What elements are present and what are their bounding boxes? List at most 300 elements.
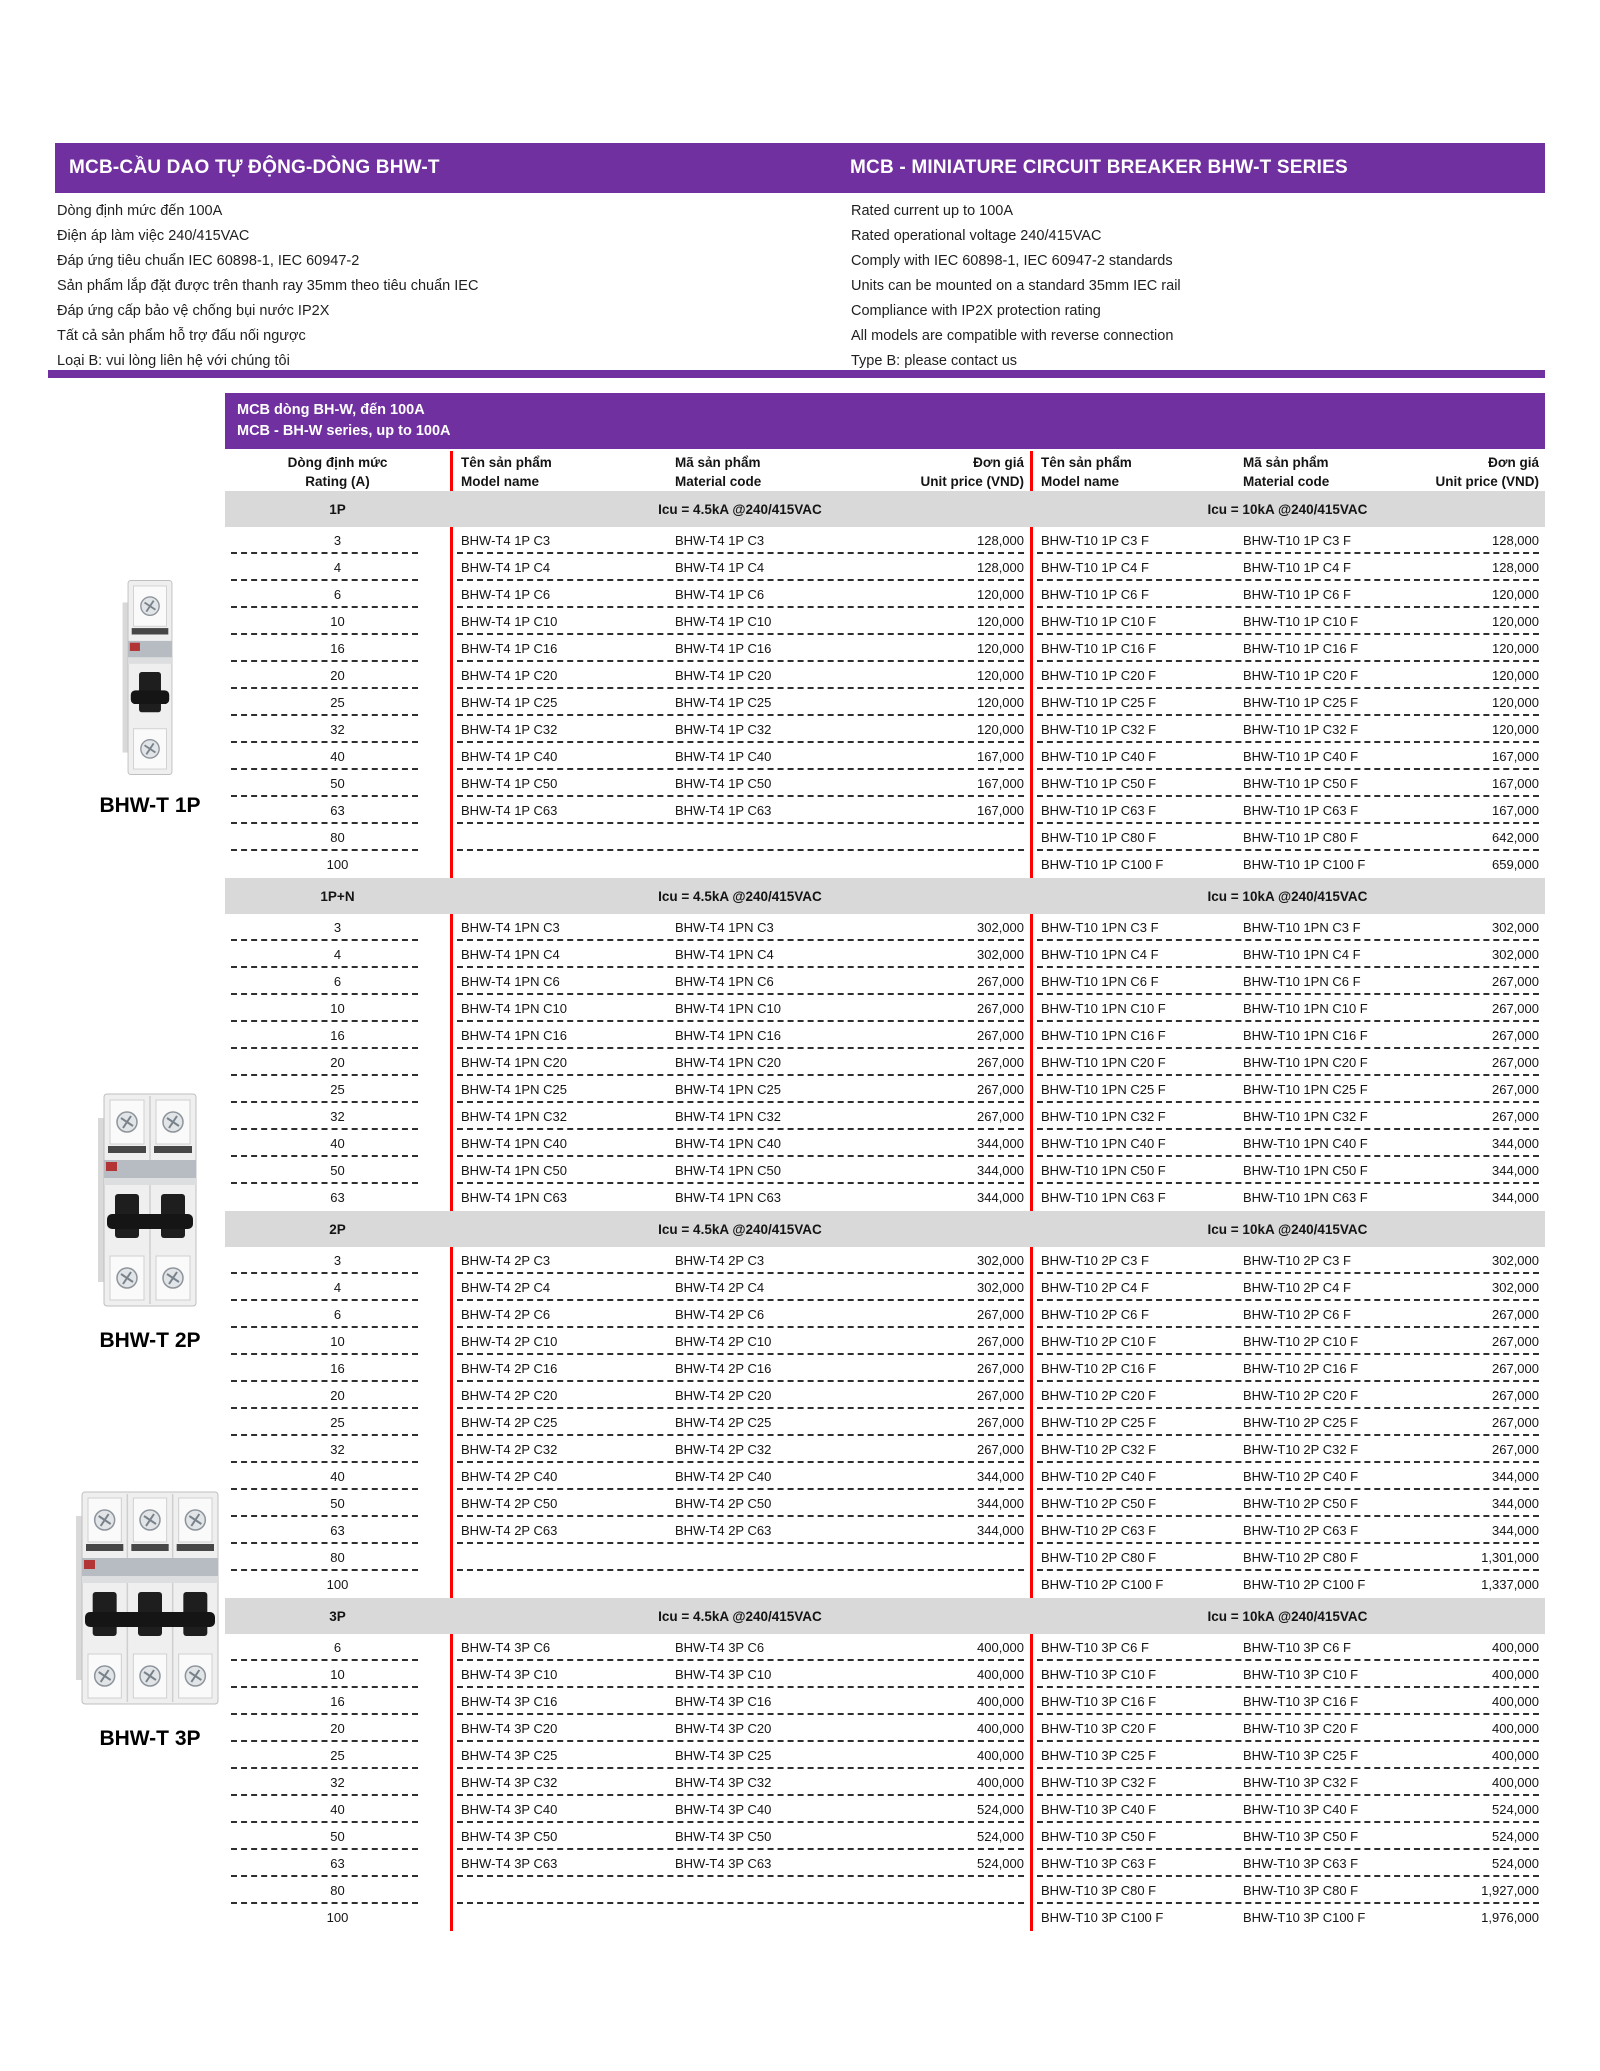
t10-price-cell: 524,000 (1492, 1802, 1539, 1817)
rating-cell: 80 (225, 824, 450, 851)
t10-half (1030, 1877, 1545, 1904)
t10-code-cell: BHW-T10 2P C4 F (1243, 1280, 1351, 1295)
t10-model-cell: BHW-T10 1P C6 F (1041, 587, 1149, 602)
label: Unit price (VND) (920, 474, 1024, 489)
rating-cell: 50 (225, 770, 450, 797)
section-header-band (225, 1598, 1545, 1634)
t10-model-cell: BHW-T10 3P C16 F (1041, 1694, 1157, 1709)
rating-cell: 10 (225, 1328, 450, 1355)
t4-code-cell: BHW-T4 1PN C50 (675, 1163, 781, 1178)
t10-code-cell: BHW-T10 1P C80 F (1243, 830, 1359, 845)
t10-price-cell: 344,000 (1492, 1469, 1539, 1484)
t10-half (1030, 608, 1545, 635)
t4-half (450, 797, 1030, 824)
t4-half (450, 1904, 1030, 1931)
t4-half (450, 1247, 1030, 1274)
t4-code-cell: BHW-T4 1PN C63 (675, 1190, 781, 1205)
table-title-banner (225, 393, 1545, 449)
t10-code-cell: BHW-T10 1PN C32 F (1243, 1109, 1368, 1124)
rating-cell: 40 (225, 1130, 450, 1157)
rating-cell: 6 (225, 581, 450, 608)
table-row (225, 1355, 1545, 1382)
t10-price-cell: 167,000 (1492, 803, 1539, 818)
section-icu-t4: Icu = 4.5kA @240/415VAC (658, 501, 822, 517)
t4-price-cell: 267,000 (977, 1334, 1024, 1349)
t10-price-cell: 344,000 (1492, 1136, 1539, 1151)
t10-model-cell: BHW-T10 2P C50 F (1041, 1496, 1157, 1511)
t10-price-cell: 400,000 (1492, 1667, 1539, 1682)
t10-price-cell: 344,000 (1492, 1523, 1539, 1538)
rating-cell: 4 (225, 1274, 450, 1301)
t10-model-cell: BHW-T10 3P C6 F (1041, 1640, 1149, 1655)
column-header-t4-group (450, 451, 1030, 491)
t4-price-cell: 267,000 (977, 1388, 1024, 1403)
label: Material code (1243, 474, 1330, 489)
t10-price-cell: 1,301,000 (1481, 1550, 1539, 1565)
t10-price-cell: 344,000 (1492, 1163, 1539, 1178)
t4-half (450, 608, 1030, 635)
t10-half (1030, 1463, 1545, 1490)
rating-cell: 4 (225, 554, 450, 581)
t10-model-cell: BHW-T10 1P C100 F (1041, 857, 1164, 872)
t10-model-cell: BHW-T10 2P C10 F (1041, 1334, 1157, 1349)
t10-code-cell: BHW-T10 2P C80 F (1243, 1550, 1359, 1565)
t10-half (1030, 1571, 1545, 1598)
t4-model-cell: BHW-T4 1P C25 (461, 695, 558, 710)
t10-price-cell: 267,000 (1492, 1442, 1539, 1457)
label: Đơn giá (973, 455, 1024, 470)
t4-half (450, 914, 1030, 941)
t10-half (1030, 968, 1545, 995)
t10-price-cell: 267,000 (1492, 1334, 1539, 1349)
table-row (225, 1184, 1545, 1211)
t10-half (1030, 1544, 1545, 1571)
t10-half (1030, 1715, 1545, 1742)
t10-model-cell: BHW-T10 3P C80 F (1041, 1883, 1157, 1898)
t4-model-cell: BHW-T4 1P C20 (461, 668, 558, 683)
table-row (225, 1328, 1545, 1355)
section-rows (225, 1247, 1545, 1598)
t4-half (450, 1022, 1030, 1049)
t4-half (450, 1301, 1030, 1328)
rating-cell: 6 (225, 968, 450, 995)
t4-model-cell: BHW-T4 1PN C20 (461, 1055, 567, 1070)
t4-half (450, 1049, 1030, 1076)
t10-code-cell: BHW-T10 3P C50 F (1243, 1829, 1359, 1844)
t4-half (450, 716, 1030, 743)
t10-code-cell: BHW-T10 2P C50 F (1243, 1496, 1359, 1511)
t10-price-cell: 400,000 (1492, 1721, 1539, 1736)
t10-code-cell: BHW-T10 2P C25 F (1243, 1415, 1359, 1430)
t4-half (450, 1517, 1030, 1544)
t4-half (450, 1157, 1030, 1184)
t4-model-cell: BHW-T4 3P C6 (461, 1640, 551, 1655)
t4-model-cell: BHW-T4 2P C32 (461, 1442, 558, 1457)
t4-model-cell: BHW-T4 3P C16 (461, 1694, 558, 1709)
t4-half (450, 1544, 1030, 1571)
t4-code-cell: BHW-T4 3P C32 (675, 1775, 772, 1790)
section-rows (225, 527, 1545, 878)
column-header-price (890, 453, 1030, 491)
t10-model-cell: BHW-T10 3P C25 F (1041, 1748, 1157, 1763)
t10-half (1030, 635, 1545, 662)
t10-model-cell: BHW-T10 1P C16 F (1041, 641, 1157, 656)
section-pole-label: 1P (329, 501, 346, 517)
feature-item: Rated current up to 100A (851, 203, 1014, 219)
table-title-english: MCB - BH-W series, up to 100A (237, 423, 451, 439)
t10-half (1030, 1661, 1545, 1688)
t4-code-cell: BHW-T4 3P C25 (675, 1748, 772, 1763)
t10-price-cell: 302,000 (1492, 1280, 1539, 1295)
price-table (225, 393, 1545, 1931)
feature-item: Tất cả sản phẩm hỗ trợ đấu nối ngược (57, 328, 306, 344)
t4-model-cell: BHW-T4 3P C40 (461, 1802, 558, 1817)
t4-model-cell: BHW-T4 2P C10 (461, 1334, 558, 1349)
t4-code-cell: BHW-T4 1PN C4 (675, 947, 774, 962)
t10-code-cell: BHW-T10 1PN C4 F (1243, 947, 1361, 962)
column-header-model (1033, 453, 1243, 491)
table-row (225, 914, 1545, 941)
t4-price-cell: 267,000 (977, 1415, 1024, 1430)
rating-cell: 20 (225, 662, 450, 689)
table-row (225, 554, 1545, 581)
t4-model-cell: BHW-T4 1P C63 (461, 803, 558, 818)
t10-price-cell: 267,000 (1492, 1415, 1539, 1430)
t10-code-cell: BHW-T10 1PN C63 F (1243, 1190, 1368, 1205)
t10-price-cell: 267,000 (1492, 1082, 1539, 1097)
t10-model-cell: BHW-T10 1PN C4 F (1041, 947, 1159, 962)
product-figure-3p (70, 1483, 230, 1751)
t10-half (1030, 995, 1545, 1022)
t10-half (1030, 1823, 1545, 1850)
t4-half (450, 1355, 1030, 1382)
t4-price-cell: 524,000 (977, 1829, 1024, 1844)
table-sections (225, 491, 1545, 1931)
t10-half (1030, 1274, 1545, 1301)
t4-code-cell: BHW-T4 2P C10 (675, 1334, 772, 1349)
table-row (225, 1544, 1545, 1571)
t4-model-cell: BHW-T4 2P C50 (461, 1496, 558, 1511)
rating-cell: 16 (225, 1022, 450, 1049)
section-header-band (225, 1211, 1545, 1247)
t4-half (450, 581, 1030, 608)
t10-price-cell: 167,000 (1492, 749, 1539, 764)
t4-price-cell: 167,000 (977, 803, 1024, 818)
t10-model-cell: BHW-T10 1P C80 F (1041, 830, 1157, 845)
t10-code-cell: BHW-T10 1P C6 F (1243, 587, 1351, 602)
t4-code-cell: BHW-T4 2P C50 (675, 1496, 772, 1511)
section-icu-t4: Icu = 4.5kA @240/415VAC (658, 1608, 822, 1624)
table-row (225, 941, 1545, 968)
t10-code-cell: BHW-T10 1P C63 F (1243, 803, 1359, 818)
t10-half (1030, 1409, 1545, 1436)
t10-price-cell: 302,000 (1492, 920, 1539, 935)
t4-model-cell: BHW-T4 3P C10 (461, 1667, 558, 1682)
feature-item: Sản phẩm lắp đặt được trên thanh ray 35mm theo tiêu chuẩn IEC (57, 278, 479, 294)
feature-item: Rated operational voltage 240/415VAC (851, 228, 1102, 244)
t4-price-cell: 267,000 (977, 1442, 1024, 1457)
t4-code-cell: BHW-T4 2P C40 (675, 1469, 772, 1484)
t10-price-cell: 120,000 (1492, 668, 1539, 683)
t10-model-cell: BHW-T10 1P C10 F (1041, 614, 1157, 629)
t4-half (450, 1463, 1030, 1490)
t4-code-cell: BHW-T4 2P C63 (675, 1523, 772, 1538)
t4-model-cell: BHW-T4 3P C20 (461, 1721, 558, 1736)
section-icu-t10: Icu = 10kA @240/415VAC (1207, 501, 1368, 517)
t4-half (450, 1328, 1030, 1355)
rating-cell: 40 (225, 1463, 450, 1490)
t4-code-cell: BHW-T4 3P C63 (675, 1856, 772, 1871)
t4-price-cell: 128,000 (977, 560, 1024, 575)
t4-code-cell: BHW-T4 1P C32 (675, 722, 772, 737)
t10-price-cell: 267,000 (1492, 974, 1539, 989)
t10-half (1030, 1850, 1545, 1877)
label: Đơn giá (1488, 455, 1539, 470)
t10-price-cell: 400,000 (1492, 1775, 1539, 1790)
t10-code-cell: BHW-T10 3P C6 F (1243, 1640, 1351, 1655)
t10-half (1030, 1742, 1545, 1769)
rating-cell: 100 (326, 1910, 349, 1925)
t10-model-cell: BHW-T10 1PN C3 F (1041, 920, 1159, 935)
table-row (225, 1850, 1545, 1877)
t10-half (1030, 1634, 1545, 1661)
table-row (225, 1049, 1545, 1076)
t4-model-cell: BHW-T4 2P C40 (461, 1469, 558, 1484)
t4-model-cell: BHW-T4 3P C63 (461, 1856, 558, 1871)
t10-price-cell: 267,000 (1492, 1388, 1539, 1403)
t10-half (1030, 527, 1545, 554)
t10-half (1030, 1247, 1545, 1274)
t4-half (450, 1571, 1030, 1598)
t4-price-cell: 267,000 (977, 974, 1024, 989)
t10-half (1030, 1130, 1545, 1157)
t10-price-cell: 524,000 (1492, 1829, 1539, 1844)
t4-model-cell: BHW-T4 2P C25 (461, 1415, 558, 1430)
t4-price-cell: 267,000 (977, 1055, 1024, 1070)
rating-cell: 100 (326, 1577, 349, 1592)
t10-half (1030, 1904, 1545, 1931)
t4-half (450, 1796, 1030, 1823)
t4-price-cell: 267,000 (977, 1028, 1024, 1043)
t10-half (1030, 1517, 1545, 1544)
t4-half (450, 1436, 1030, 1463)
feature-item: Đáp ứng cấp bảo vệ chống bụi nước IP2X (57, 303, 330, 319)
feature-item: Units can be mounted on a standard 35mm IEC rail (851, 278, 1181, 294)
t4-price-cell: 302,000 (977, 1253, 1024, 1268)
rating-cell: 20 (225, 1049, 450, 1076)
section-icu-t4: Icu = 4.5kA @240/415VAC (658, 888, 822, 904)
t4-model-cell: BHW-T4 1P C6 (461, 587, 551, 602)
table-row (225, 1301, 1545, 1328)
rating-cell: 63 (225, 1850, 450, 1877)
t4-price-cell: 524,000 (977, 1802, 1024, 1817)
page-title-english: MCB - MINIATURE CIRCUIT BREAKER BHW-T SERIES (850, 157, 1348, 178)
t10-half (1030, 716, 1545, 743)
t4-price-cell: 167,000 (977, 776, 1024, 791)
column-header-price (1433, 453, 1545, 491)
t4-model-cell: BHW-T4 1P C10 (461, 614, 558, 629)
t4-model-cell: BHW-T4 2P C20 (461, 1388, 558, 1403)
rating-cell: 16 (225, 635, 450, 662)
t4-model-cell: BHW-T4 1P C50 (461, 776, 558, 791)
table-row (225, 635, 1545, 662)
table-row (225, 1796, 1545, 1823)
t10-half (1030, 824, 1545, 851)
t10-model-cell: BHW-T10 1P C50 F (1041, 776, 1157, 791)
rating-cell: 25 (225, 1742, 450, 1769)
t4-model-cell: BHW-T4 1P C40 (461, 749, 558, 764)
t4-half (450, 554, 1030, 581)
table-row (225, 1022, 1545, 1049)
table-column-header (225, 449, 1545, 491)
t10-price-cell: 267,000 (1492, 1109, 1539, 1124)
t10-code-cell: BHW-T10 1PN C20 F (1243, 1055, 1368, 1070)
t10-code-cell: BHW-T10 2P C3 F (1243, 1253, 1351, 1268)
table-row (225, 1409, 1545, 1436)
t10-model-cell: BHW-T10 1P C32 F (1041, 722, 1157, 737)
t4-half (450, 689, 1030, 716)
t10-price-cell: 267,000 (1492, 1028, 1539, 1043)
t10-price-cell: 524,000 (1492, 1856, 1539, 1871)
t4-code-cell: BHW-T4 3P C10 (675, 1667, 772, 1682)
section-rows (225, 1634, 1545, 1931)
t10-half (1030, 851, 1545, 878)
rating-cell: 32 (225, 1103, 450, 1130)
t10-model-cell: BHW-T10 1PN C32 F (1041, 1109, 1166, 1124)
column-header-code (1243, 453, 1433, 491)
t4-model-cell: BHW-T4 1P C16 (461, 641, 558, 656)
label: Unit price (VND) (1435, 474, 1539, 489)
t4-code-cell: BHW-T4 3P C50 (675, 1829, 772, 1844)
t10-code-cell: BHW-T10 1P C10 F (1243, 614, 1359, 629)
table-row (225, 1904, 1545, 1931)
t4-code-cell: BHW-T4 1PN C10 (675, 1001, 781, 1016)
t4-code-cell: BHW-T4 1P C4 (675, 560, 765, 575)
t10-model-cell: BHW-T10 3P C50 F (1041, 1829, 1157, 1844)
t10-model-cell: BHW-T10 1P C40 F (1041, 749, 1157, 764)
t4-half (450, 1742, 1030, 1769)
t10-model-cell: BHW-T10 1P C4 F (1041, 560, 1149, 575)
label: Tên sản phẩm (461, 455, 552, 470)
label: Model name (461, 474, 540, 489)
t4-model-cell: BHW-T4 2P C63 (461, 1523, 558, 1538)
t10-price-cell: 267,000 (1492, 1307, 1539, 1322)
table-row (225, 1715, 1545, 1742)
table-row (225, 1247, 1545, 1274)
t4-code-cell: BHW-T4 1PN C25 (675, 1082, 781, 1097)
t4-price-cell: 344,000 (977, 1136, 1024, 1151)
t10-half (1030, 1688, 1545, 1715)
t10-code-cell: BHW-T10 1PN C25 F (1243, 1082, 1368, 1097)
t10-half (1030, 941, 1545, 968)
feature-item: Loại B: vui lòng liên hệ với chúng tôi (57, 353, 290, 369)
t10-code-cell: BHW-T10 1P C40 F (1243, 749, 1359, 764)
rating-cell: 25 (225, 1076, 450, 1103)
section-rows (225, 914, 1545, 1211)
t10-half (1030, 1436, 1545, 1463)
t4-code-cell: BHW-T4 1PN C6 (675, 974, 774, 989)
table-row (225, 1076, 1545, 1103)
t4-price-cell: 120,000 (977, 722, 1024, 737)
product-label: BHW-T 2P (99, 1329, 201, 1352)
t4-model-cell: BHW-T4 1PN C10 (461, 1001, 567, 1016)
t4-price-cell: 267,000 (977, 1001, 1024, 1016)
t10-price-cell: 400,000 (1492, 1694, 1539, 1709)
product-figure-2p (70, 1085, 230, 1353)
t10-code-cell: BHW-T10 1P C20 F (1243, 668, 1359, 683)
t4-price-cell: 400,000 (977, 1640, 1024, 1655)
t10-code-cell: BHW-T10 1P C32 F (1243, 722, 1359, 737)
table-row (225, 662, 1545, 689)
table-row (225, 824, 1545, 851)
t4-model-cell: BHW-T4 2P C16 (461, 1361, 558, 1376)
t10-code-cell: BHW-T10 1PN C10 F (1243, 1001, 1368, 1016)
feature-item: Comply with IEC 60898-1, IEC 60947-2 standards (851, 253, 1173, 269)
section-header-band (225, 491, 1545, 527)
t10-model-cell: BHW-T10 1PN C63 F (1041, 1190, 1166, 1205)
t4-price-cell: 344,000 (977, 1469, 1024, 1484)
t4-model-cell: BHW-T4 1P C32 (461, 722, 558, 737)
t10-price-cell: 120,000 (1492, 695, 1539, 710)
t10-model-cell: BHW-T10 2P C63 F (1041, 1523, 1157, 1538)
t10-price-cell: 400,000 (1492, 1748, 1539, 1763)
t4-model-cell: BHW-T4 1PN C16 (461, 1028, 567, 1043)
t4-code-cell: BHW-T4 1P C10 (675, 614, 772, 629)
column-header-rating-vi: Dòng định mức (287, 455, 388, 470)
t10-model-cell: BHW-T10 1PN C50 F (1041, 1163, 1166, 1178)
rating-cell: 32 (225, 1436, 450, 1463)
t10-model-cell: BHW-T10 3P C32 F (1041, 1775, 1157, 1790)
feature-item: Điện áp làm việc 240/415VAC (57, 228, 250, 244)
section-pole-label: 2P (329, 1221, 346, 1237)
table-row (225, 995, 1545, 1022)
t10-model-cell: BHW-T10 1PN C40 F (1041, 1136, 1166, 1151)
product-label: BHW-T 3P (99, 1727, 201, 1750)
t4-half (450, 1715, 1030, 1742)
t10-model-cell: BHW-T10 2P C25 F (1041, 1415, 1157, 1430)
rating-cell: 3 (225, 1247, 450, 1274)
column-header-rating (225, 451, 450, 491)
t10-code-cell: BHW-T10 3P C10 F (1243, 1667, 1359, 1682)
t10-model-cell: BHW-T10 1P C20 F (1041, 668, 1157, 683)
product-figure-1p (70, 575, 230, 818)
t4-half (450, 1688, 1030, 1715)
t10-half (1030, 689, 1545, 716)
t10-price-cell: 642,000 (1492, 830, 1539, 845)
mcb-3p-illustration (76, 1483, 224, 1713)
t4-price-cell: 267,000 (977, 1109, 1024, 1124)
table-row (225, 1823, 1545, 1850)
table-row (225, 581, 1545, 608)
rating-cell: 6 (225, 1634, 450, 1661)
t4-code-cell: BHW-T4 1P C25 (675, 695, 772, 710)
t10-price-cell: 344,000 (1492, 1496, 1539, 1511)
t10-model-cell: BHW-T10 1PN C20 F (1041, 1055, 1166, 1070)
rating-cell: 3 (225, 914, 450, 941)
rating-cell: 16 (225, 1355, 450, 1382)
t4-half (450, 743, 1030, 770)
t4-model-cell: BHW-T4 1PN C25 (461, 1082, 567, 1097)
t4-model-cell: BHW-T4 1P C3 (461, 533, 551, 548)
t4-code-cell: BHW-T4 1PN C20 (675, 1055, 781, 1070)
t4-code-cell: BHW-T4 1P C16 (675, 641, 772, 656)
t4-code-cell: BHW-T4 3P C20 (675, 1721, 772, 1736)
t10-half (1030, 1157, 1545, 1184)
t4-half (450, 1661, 1030, 1688)
t4-code-cell: BHW-T4 1P C3 (675, 533, 765, 548)
t4-price-cell: 524,000 (977, 1856, 1024, 1871)
table-row (225, 1103, 1545, 1130)
